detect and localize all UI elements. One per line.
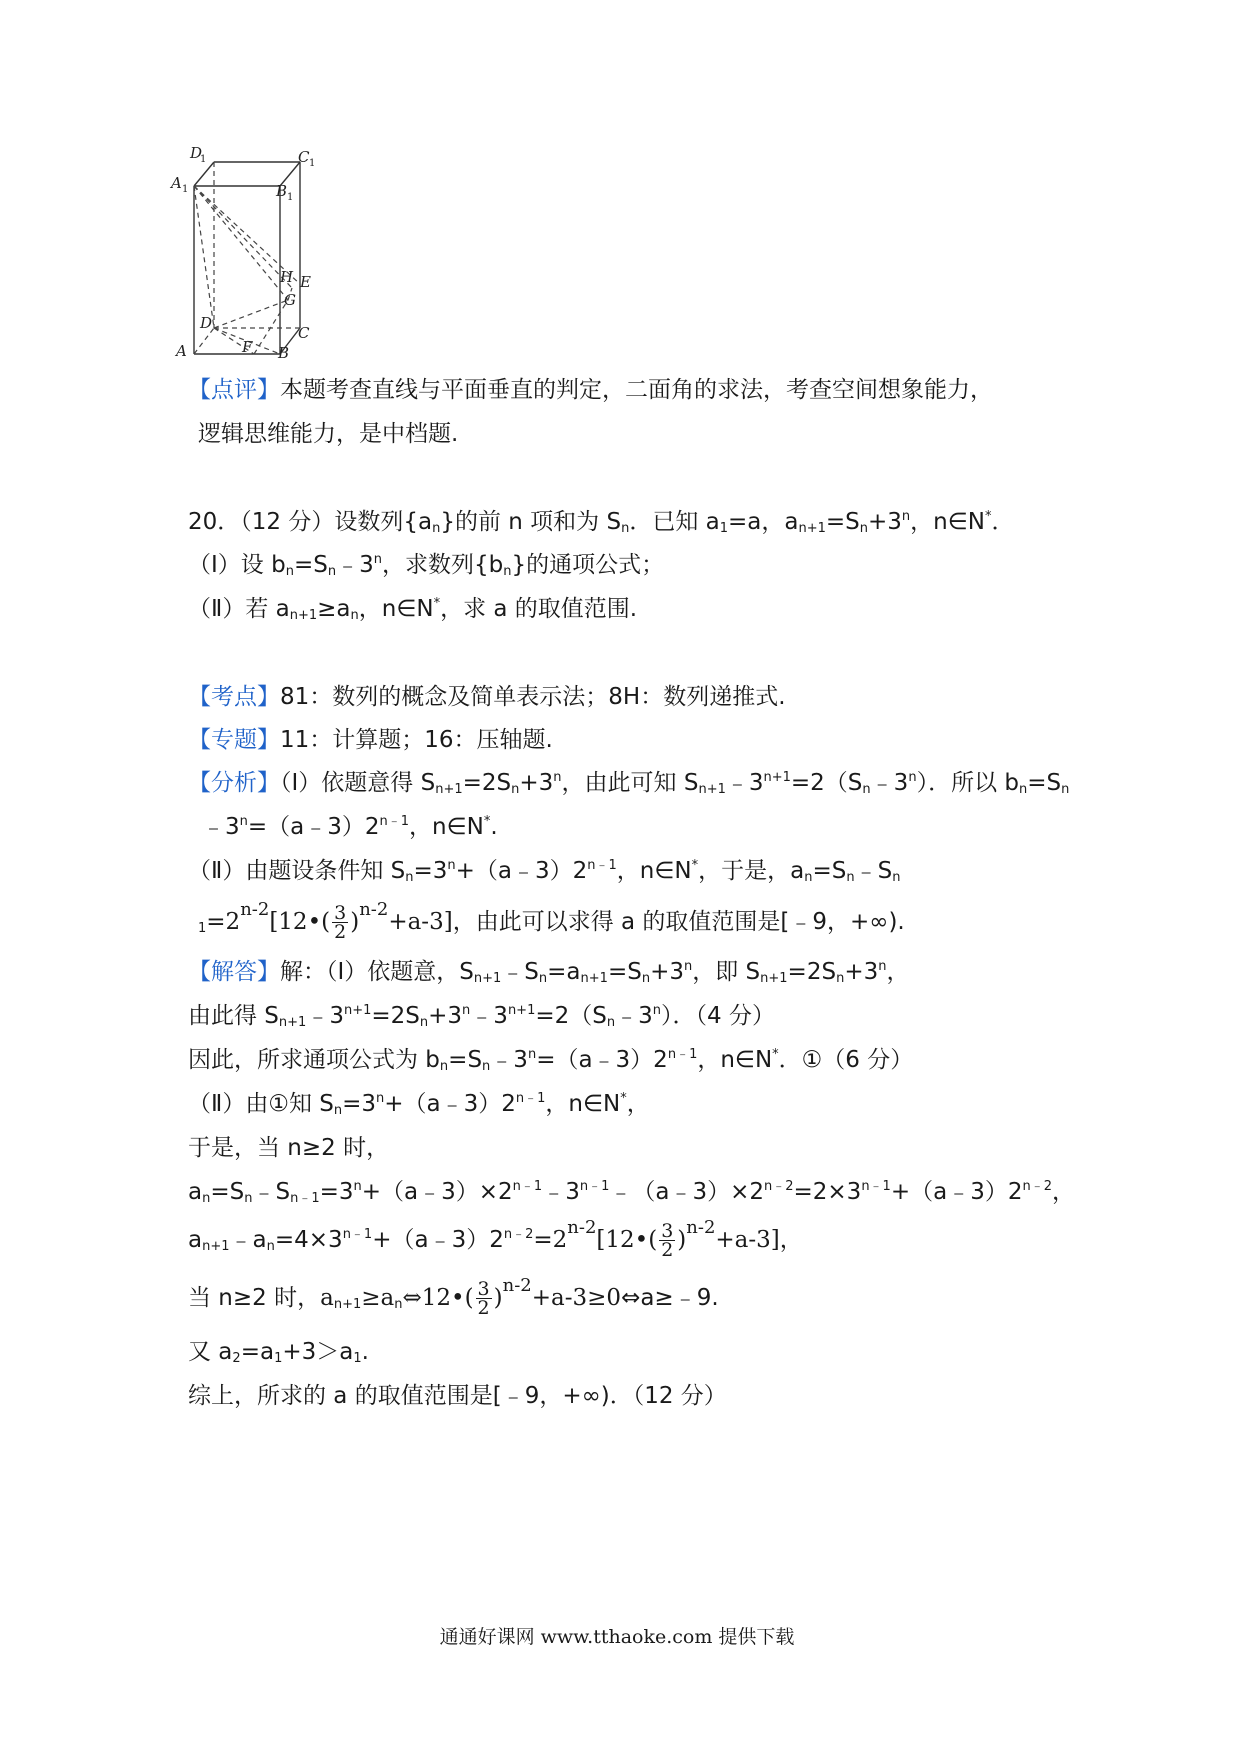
problem-part2: （Ⅱ）若 $a_{n+1}\ge a_n$，n∈N*，求 a 的取值范围.	[188, 596, 638, 623]
problem-header: 20．（12 分）设数列$\{a_n\}$的前 n 项和为 $S_n$．已知 $a_1=a$，$a_{n+1}=S_n+3^n$，n∈N*．	[188, 509, 1015, 536]
page-footer: 通通好课网 www.tthaoke.com 提供下载	[439, 1626, 795, 1648]
label-F: F	[242, 338, 253, 356]
label-E: E	[300, 273, 311, 291]
label-A1: A	[171, 174, 182, 192]
jieda-tag: 【解答】	[188, 959, 280, 985]
label-B1: B	[276, 182, 288, 200]
label-B: B	[278, 344, 290, 362]
fraction-3-over-2: $\frac{3}{2}$	[334, 902, 347, 943]
fenxi-tag: 【分析】	[188, 770, 280, 796]
jieda-line6: $a_n=S_n﹣S_{n﹣1}=3^n+(a﹣3)\times 2^{n﹣1}﹣3^{n﹣1}﹣(a﹣3)\times 2^{n﹣2}=2\times 3^{n﹣1}+(a﹣3)2^{n﹣2}$，	[188, 1179, 1075, 1206]
label-D: D	[200, 314, 213, 332]
jieda-line5: 于是，当 n≥2 时，	[188, 1135, 390, 1161]
fenxi-line2: $﹣3^n=(a﹣3)2^{n﹣1}$，n∈N*.	[202, 814, 498, 840]
svg-text:1: 1	[182, 184, 189, 195]
fraction-3-over-2: $\frac{3}{2}$	[661, 1220, 674, 1261]
fraction-3-over-2: $\frac{3}{2}$	[477, 1278, 490, 1319]
label-A: A	[176, 342, 187, 360]
jieda-line2: 由此得 $S_{n+1}﹣3^{n+1}=2S_n+3^n﹣3^{n+1}=2(S_n﹣3^n)$．（4 分）	[188, 1003, 775, 1030]
jieda-line1: 【解答】解：（Ⅰ）依题意，$S_{n+1}﹣S_n=a_{n+1}=S_n+3^n$，即 $S_{n+1}=2S_n+3^n$，	[188, 959, 910, 986]
jieda-line8: 当 n≥2 时，$a_{n+1}\ge a_n\Leftrightarrow 12•$( $\frac{3}{2}$ )$^{n-2}$+a-3≥0⇔a≥﹣9.	[188, 1275, 719, 1319]
fenxi-line4: $_1=2^{n-2}[12•$( $\frac{3}{2}$ )$^{n-2}$+a-3]，由此可以求得 a 的取值范围是[﹣9，+∞).	[198, 899, 905, 943]
svg-text:1: 1	[309, 158, 316, 169]
label-C1: C	[298, 148, 310, 166]
jieda-line3: 因此，所求通项公式为 $b_n=S_n﹣3^n=(a﹣3)2^{n﹣1}$，n∈N*．①（6 分）	[188, 1047, 914, 1074]
prism-figure	[171, 144, 348, 408]
zhuanti-line: 【专题】11：计算题；16：压轴题.	[188, 727, 553, 753]
prism-diagram	[171, 144, 348, 408]
review-line1: 【点评】本题考查直线与平面垂直的判定，二面角的求法，考查空间想象能力，	[188, 377, 993, 403]
label-H: H	[280, 268, 294, 286]
label-D1: D	[190, 144, 203, 162]
fenxi-line3: （Ⅱ）由题设条件知 $S_n=3^n+(a﹣3)2^{n﹣1}$，n∈N*，于是，$a_n=S_n﹣S_n$	[188, 858, 901, 885]
jieda-line10: 综上，所求的 a 的取值范围是[﹣9，+∞)．（12 分）	[188, 1383, 727, 1409]
fenxi-line1: 【分析】（Ⅰ）依题意得 $S_{n+1}=2S_n+3^n$，由此可知 $S_{n+1}﹣3^{n+1}=2(S_n﹣3^n)$．所以 $b_n=S_n$	[188, 770, 1070, 797]
kaodian-line: 【考点】81：数列的概念及简单表示法；8H：数列递推式.	[188, 684, 786, 710]
review-line2: 逻辑思维能力，是中档题.	[198, 421, 459, 447]
review-tag: 【点评】	[188, 377, 280, 403]
label-G: G	[284, 291, 296, 309]
problem-part1: （Ⅰ）设 $b_n=S_n﹣3^n$，求数列$\{b_n\}$的通项公式；	[188, 552, 665, 579]
kaodian-tag: 【考点】	[188, 684, 280, 710]
svg-text:1: 1	[200, 154, 207, 165]
jieda-line9: 又 $a_2=a_1+3>a_1$.	[188, 1339, 369, 1366]
jieda-line4: （Ⅱ）由①知 $S_n=3^n+(a﹣3)2^{n﹣1}$，n∈N*，	[188, 1091, 650, 1118]
jieda-line7: $a_{n+1}﹣a_n=4\times 3^{n﹣1}+(a﹣3)2^{n﹣2}=2^{n-2}[12•$( $\frac{3}{2}$ )$^{n-2}$+a-3]，	[188, 1217, 803, 1261]
zhuanti-tag: 【专题】	[188, 727, 280, 753]
label-C: C	[298, 324, 310, 342]
svg-text:1: 1	[287, 192, 294, 203]
